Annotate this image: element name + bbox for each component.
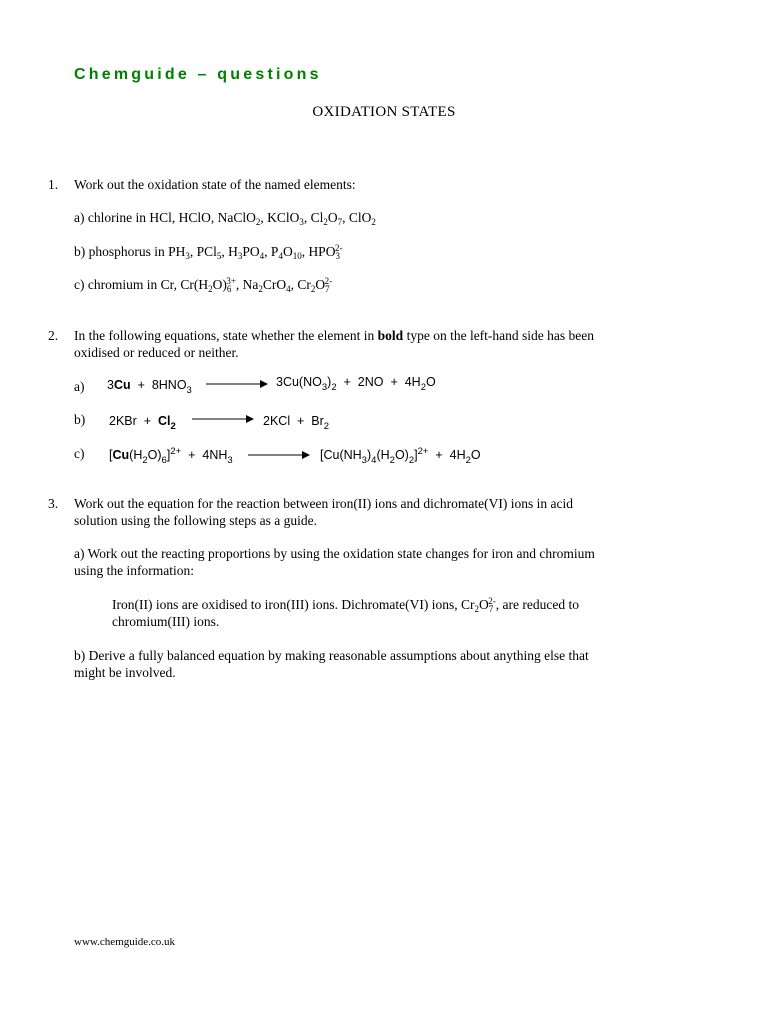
equation-c-products: $[Cu(NH_3)_4(H_2O)_2]^{2+} + 4H_2O$	[320, 446, 481, 466]
equation-b-products: $2KCl + Br_2$	[263, 414, 330, 432]
equation-b-label: b)	[74, 412, 86, 427]
question-2-prompt-end: type on the left-hand side has been	[406, 328, 595, 343]
page-title: OXIDATION STATES	[312, 104, 456, 120]
footer-url[interactable]: www.chemguide.co.uk	[74, 936, 176, 948]
site-brand: Chemguide – questions	[74, 66, 322, 83]
equation-a-label: a)	[74, 379, 85, 394]
question-3-info-start: Iron(II) ions are oxidised to iron(III) ions. Dichromate(VI) ions,	[112, 597, 458, 612]
question-2-bold-word: bold	[377, 328, 404, 343]
reaction-arrow-icon	[192, 411, 254, 427]
question-1-prompt: Work out the oxidation state of the named elements:	[74, 177, 356, 192]
question-1c-label: c) chromium in	[74, 277, 158, 292]
question-3a-line1: a) Work out the reacting proportions by using the oxidation state changes for iron and chromium	[74, 546, 595, 561]
question-1b: b) phosphorus in $PH_3$, PCl$_5$, $H_3PO_4$, $P_4O_{10}$, $HPO_3^{2-}$	[74, 243, 343, 261]
question-3-number: 3.	[48, 496, 59, 511]
question-3-info-line1: Iron(II) ions are oxidised to iron(III) ions. Dichromate(VI) ions, $Cr_2O_7^{2-}$, are reduced to	[112, 596, 579, 614]
question-3-info-line2: chromium(III) ions.	[112, 614, 220, 629]
question-1b-label: b) phosphorus in	[74, 244, 165, 259]
question-2-prompt-line2: oxidised or reduced or neither.	[74, 345, 239, 360]
question-3b-line2: might be involved.	[74, 665, 176, 680]
equation-c-reactants: $[Cu(H_2O)_6]^{2+} + 4NH_3$	[109, 446, 233, 466]
question-1a: a) chlorine in HCl, HClO, NaClO$_2$, KClO$_3$, $Cl_2O_7$, ClO$_2$	[74, 210, 376, 227]
question-2-number: 2.	[48, 328, 59, 343]
reaction-arrow-icon	[248, 447, 310, 463]
equation-c-label: c)	[74, 446, 85, 461]
equation-a-reactants: $3Cu + 8HNO_3$	[107, 378, 192, 396]
question-3a-line2: using the information:	[74, 563, 194, 578]
question-1-number: 1.	[48, 177, 59, 192]
question-3-info-end: , are reduced to	[495, 597, 579, 612]
equation-b-reactants: $2KBr + Cl_2$	[109, 414, 176, 432]
question-3-prompt-line2: solution using the following steps as a guide.	[74, 513, 317, 528]
question-1c: c) chromium in Cr, $Cr(H_2O)_6^{3+}$, $Na_2CrO_4$, $Cr_2O_7^{2-}$	[74, 276, 333, 294]
question-2-prompt-start: In the following equations, state whether the element in	[74, 328, 375, 343]
equation-a-products: $3Cu(NO_3)_2 + 2NO + 4H_2O$	[276, 375, 436, 393]
question-3b-line1: b) Derive a fully balanced equation by making reasonable assumptions about anything else that	[74, 648, 589, 663]
question-1a-label: a) chlorine in	[74, 210, 146, 225]
question-2-prompt	[74, 327, 714, 344]
reaction-arrow-icon	[206, 376, 268, 392]
question-3-prompt-line1: Work out the equation for the reaction between iron(II) ions and dichromate(VI) ions in acid	[74, 496, 573, 511]
